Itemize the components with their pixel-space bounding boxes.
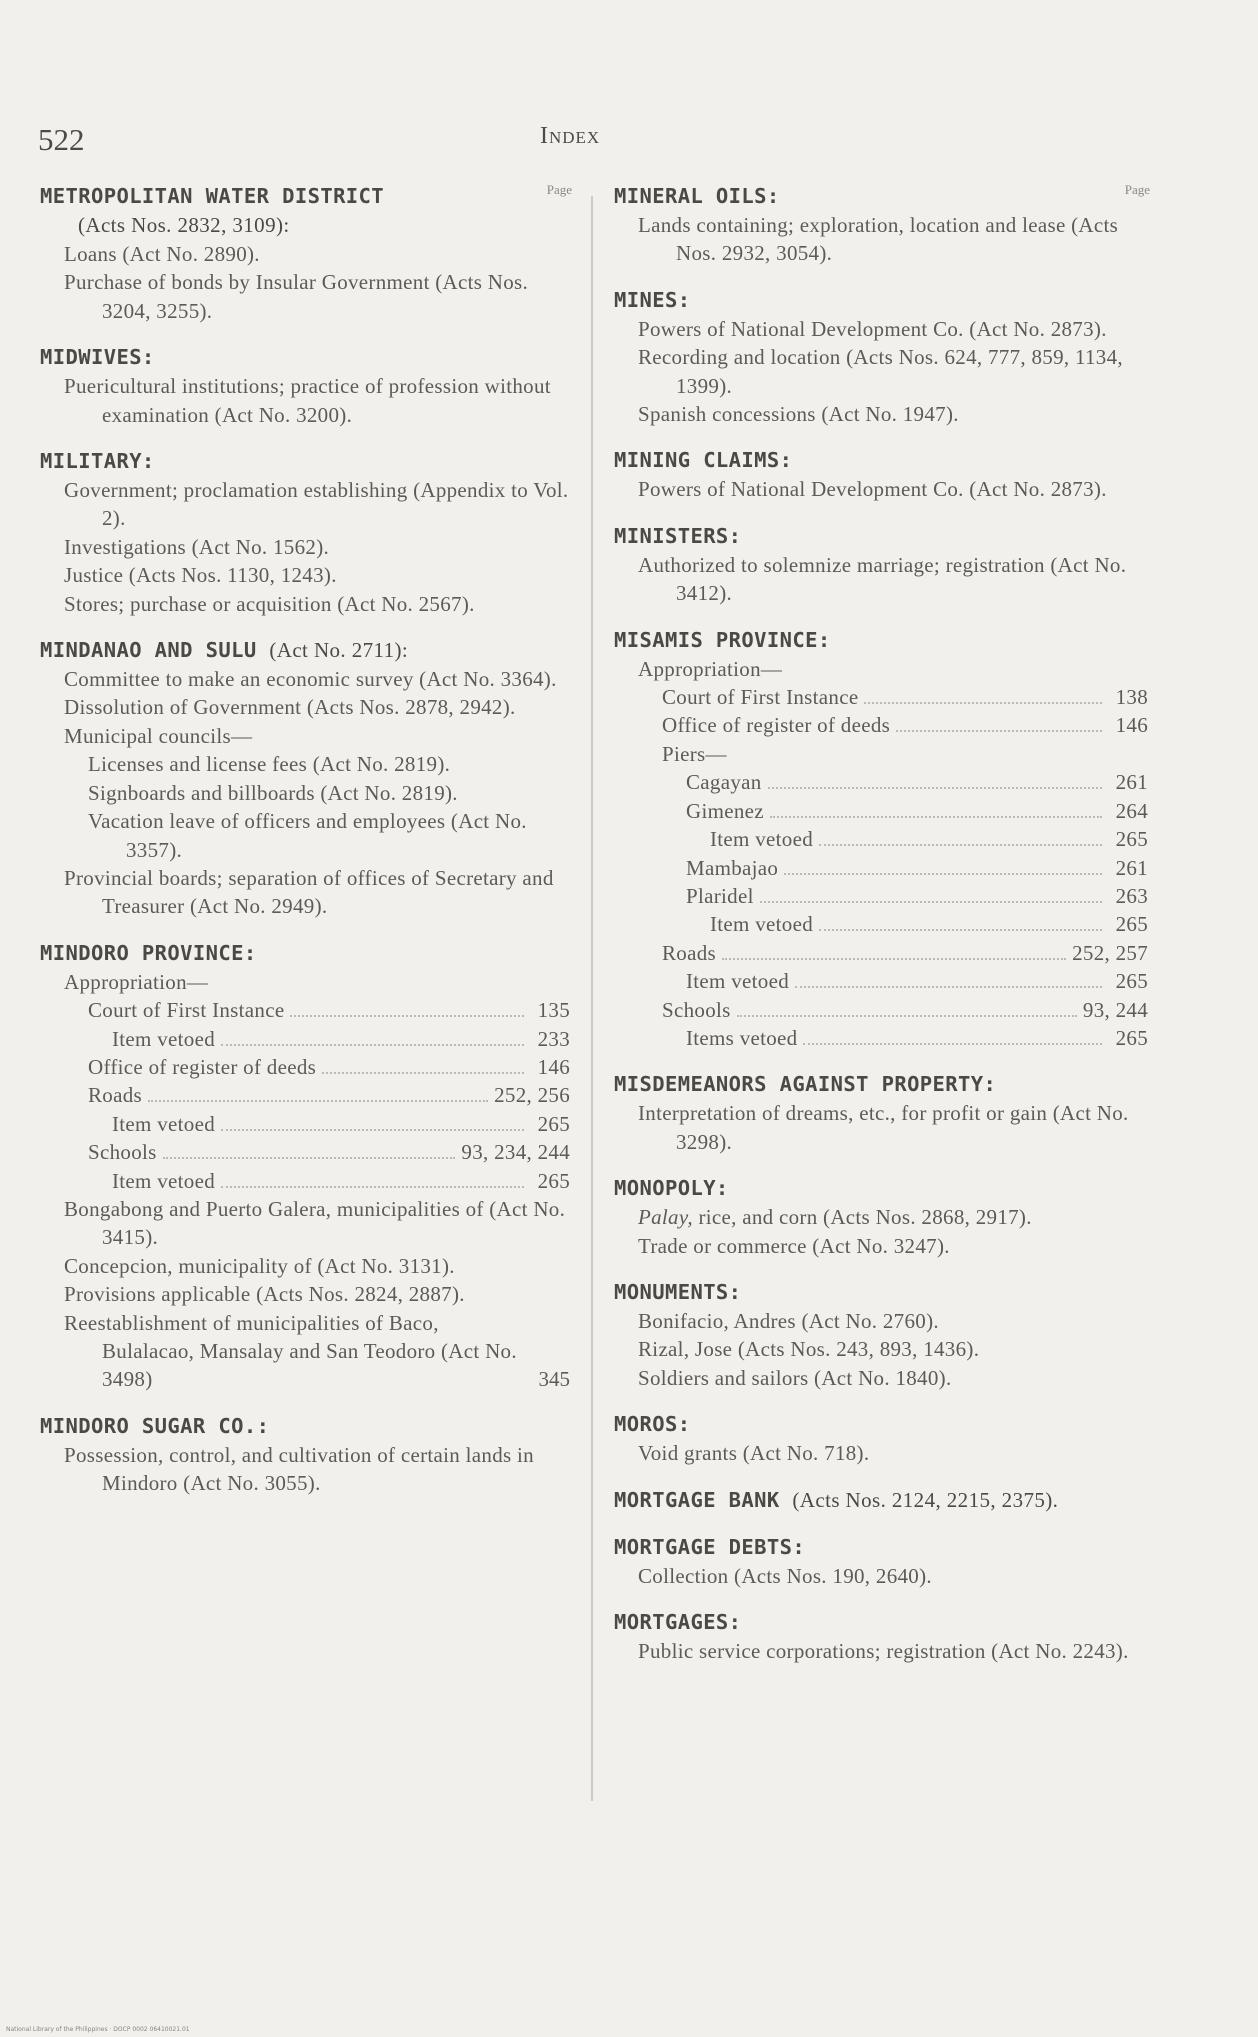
entry-item: Appropriation— [64,969,209,994]
entry-item: Collection (Acts Nos. 190, 2640). [638,1563,932,1588]
page-number: 522 [38,122,85,157]
index-entry [40,447,570,618]
entry-heading: MINES: [614,287,691,312]
left-column [40,182,570,1516]
page-ref-row: Office of register of deeds 146 [88,1054,570,1079]
index-entry [614,1174,1148,1260]
page-ref-row: Item vetoed 265 [686,969,1148,994]
index-entry [614,1410,1148,1467]
entry-item: Trade or commerce (Act No. 3247). [638,1233,950,1258]
page-ref-row: Item vetoed 233 [112,1026,570,1051]
page-ref-row: Roads 252, 257 [662,940,1148,965]
entry-heading: MISAMIS PROVINCE: [614,627,831,652]
entry-heading: MINDANAO AND SULU (Act No. 2711): [40,638,409,663]
index-entry [614,1533,1148,1590]
index-entry [614,182,1148,268]
index-entry [614,446,1148,503]
page-ref-row: Plaridel 263 [686,883,1148,908]
entry-item: Interpretation of dreams, etc., for profit or gain (Act No. 3298). [638,1101,1129,1154]
entry-item: Government; proclamation establishing (Appendix to Vol. 2). [64,478,569,531]
index-entry [40,182,570,325]
entry-heading: MORTGAGE DEBTS: [614,1534,806,1559]
entry-subitem: Licenses and license fees (Act No. 2819). [88,752,451,777]
entry-item: Recording and location (Acts Nos. 624, 777, 859, 1134, 1399). [638,345,1123,398]
entry-item: Purchase of bonds by Insular Government (Acts Nos. 3204, 3255). [64,270,529,323]
entry-item: Authorized to solemnize marriage; registration (Act No. 3412). [638,552,1127,606]
page-ref-row: Schools 93, 234, 244 [88,1140,570,1165]
page-column-label: Page [1124,182,1150,197]
right-column [614,182,1148,1683]
scan-footer: National Library of the Philippines · DOCP 0002 06410021.01 [6,2026,190,2033]
running-head: Index [540,123,601,149]
entry-heading: MINDORO SUGAR CO.: [40,1413,270,1438]
page-ref-row: Items vetoed 265 [686,1025,1148,1050]
column-divider [591,196,593,1801]
entry-item: Municipal councils— [64,723,253,748]
index-entry [40,343,570,429]
entry-heading: MINERAL OILS: [614,184,780,208]
page-ref-row: Gimenez 264 [686,798,1148,823]
index-entry [614,1608,1148,1665]
entry-item: Public service corporations; registration (Act No. 2243). [638,1639,1129,1663]
entry-item: Investigations (Act No. 1562). [64,534,330,559]
index-entry [40,636,570,921]
page-ref-row: Item vetoed 265 [710,827,1148,852]
page-ref-row: Item vetoed 265 [112,1168,570,1193]
entry-item: Void grants (Act No. 718). [638,1441,870,1466]
entry-heading: MORTGAGE BANK (Acts Nos. 2124, 2215, 2375). [614,1487,1059,1512]
entry-heading: MIDWIVES: [40,345,155,370]
page-ref-row: Cagayan 261 [686,770,1148,795]
index-entry [614,626,1148,1053]
entry-item: Palay, rice, and corn (Acts Nos. 2868, 2917). [638,1205,1032,1230]
entry-item: Lands containing; exploration, location and lease (Acts Nos. 2932, 3054). [638,213,1119,266]
index-entry [614,1278,1148,1392]
entry-item: Dissolution of Government (Acts Nos. 2878, 2942). [64,695,516,720]
entry-subitem: Signboards and billboards (Act No. 2819). [88,780,458,805]
index-entry [614,286,1148,429]
entry-heading: MINDORO PROVINCE: [40,940,257,965]
entry-heading: MINISTERS: [614,523,742,548]
page-column-label: Page [546,182,572,197]
entry-item: Bonifacio, Andres (Act No. 2760). [638,1308,939,1333]
page-ref-row: Item vetoed 265 [710,912,1148,937]
entry-item: Puericultural institutions; practice of profession without examination (Act No. 3200). [64,374,551,427]
index-entry [614,1486,1148,1515]
page-ref-row: Schools 93, 244 [662,997,1148,1022]
page-ref-row: Court of First Instance 135 [88,998,570,1023]
entry-item: Provincial boards; separation of offices of Secretary and Treasurer (Act No. 2949). [64,865,554,919]
entry-heading: MOROS: [614,1412,691,1437]
entry-item: Soldiers and sailors (Act No. 1840). [638,1365,952,1390]
entry-heading: MINING CLAIMS: [614,448,793,473]
page-ref-row: Court of First Instance 138 [662,685,1148,710]
entry-subitem: Piers— [662,741,727,766]
entry-item: Committee to make an economic survey (Act No. 3364). [64,667,557,692]
entry-item: Provisions applicable (Acts Nos. 2824, 2887). [64,1282,465,1307]
entry-item: Concepcion, municipality of (Act No. 3131). [64,1253,455,1278]
entry-item: Rizal, Jose (Acts Nos. 243, 893, 1436). [638,1337,980,1362]
page-ref-row: Roads 252, 256 [88,1083,570,1108]
page-ref-row: Mambajao 261 [686,855,1148,880]
entry-heading: MONUMENTS: [614,1279,742,1304]
index-entry [40,1412,570,1498]
entry-item: Spanish concessions (Act No. 1947). [638,402,959,427]
entry-heading: METROPOLITAN WATER DISTRICT (Acts Nos. 2832, 3109): [40,184,385,237]
entry-item: Possession, control, and cultivation of certain lands in Mindoro (Act No. 3055). [64,1442,534,1496]
entry-item: Powers of National Development Co. (Act No. 2873). [638,477,1107,502]
entry-heading: MORTGAGES: [614,1610,742,1634]
entry-item: Stores; purchase or acquisition (Act No. 2567). [64,591,475,616]
entry-item: Loans (Act No. 2890). [64,242,260,266]
entry-heading: MONOPOLY: [614,1176,729,1201]
entry-subitem: Vacation leave of officers and employees (Act No. 3357). [88,809,527,862]
index-entry [614,522,1148,608]
entry-item: Appropriation— [638,656,783,681]
entry-heading: MILITARY: [40,449,155,474]
index-entry [40,939,570,1394]
entry-item: Powers of National Development Co. (Act No. 2873). [638,316,1107,341]
page-ref-row: Office of register of deeds 146 [662,713,1148,738]
page-ref-row: Item vetoed 265 [112,1111,570,1136]
entry-heading: MISDEMEANORS AGAINST PROPERTY: [614,1072,997,1097]
entry-item: Bongabong and Puerto Galera, municipalities of (Act No. 3415). [64,1196,566,1250]
entry-item-with-page: Reestablishment of municipalities of Baco, Bulalacao, Mansalay and San Teodoro (Act No. 3498) 345 [64,1310,570,1392]
index-entry [614,1070,1148,1156]
entry-item: Justice (Acts Nos. 1130, 1243). [64,563,337,588]
